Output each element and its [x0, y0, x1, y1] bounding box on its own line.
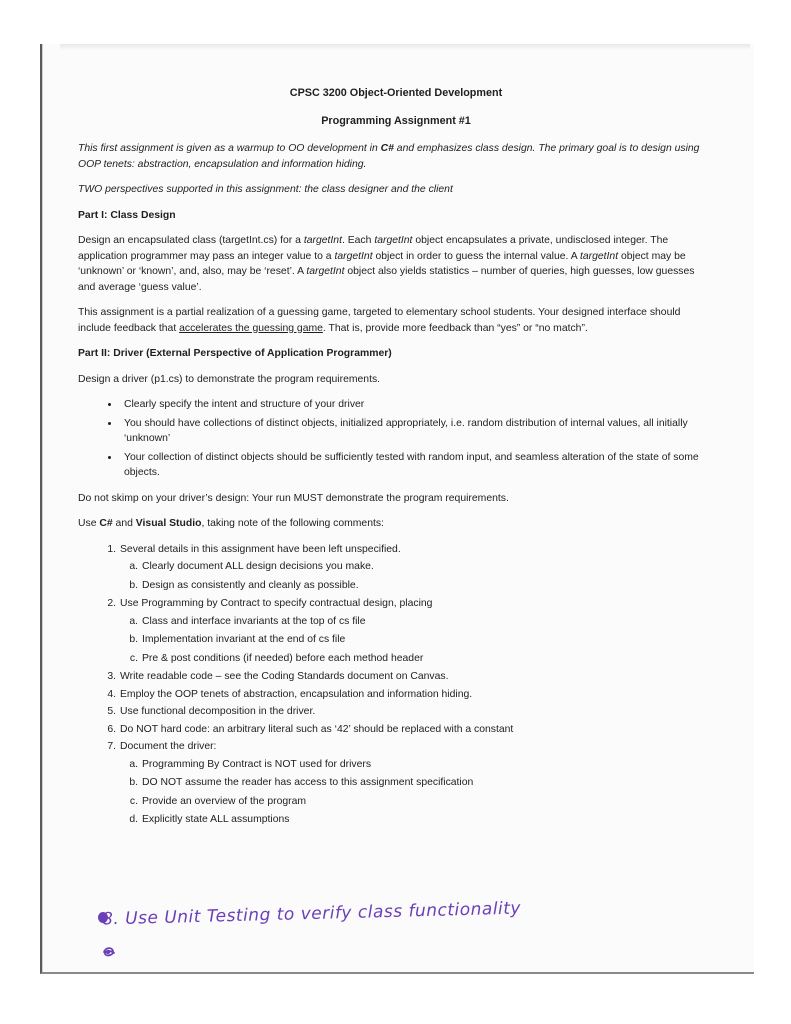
- part1-text: This assignment is a partial realization of a guessing game, targeted to elementary school students. Your designed interface should include feedback that: [78, 307, 681, 334]
- part1-text: . Each: [341, 235, 375, 246]
- item-text: Write readable code – see the Coding Standards document on Canvas.: [120, 671, 449, 682]
- document-title: CPSC 3200 Object-Oriented Development: [289, 87, 503, 99]
- part1-text: . That is, provide more feedback than “yes” or “no match”.: [322, 322, 588, 334]
- sub-list-item: [129, 794, 714, 810]
- intro-csharp: C#: [380, 143, 394, 154]
- item-text: Explicitly state ALL assumptions: [142, 814, 290, 825]
- item-text: Use Programming by Contract to specify contractual design, placing: [120, 598, 433, 609]
- item-letter: c.: [129, 795, 138, 807]
- part2-paragraph-2: Do not skimp on your driver’s design: Your run MUST demonstrate the program requirements.: [78, 492, 509, 504]
- item-number: 7.: [107, 741, 116, 752]
- part2-text: and: [112, 518, 136, 529]
- intro-text-pre: This first assignment is given as a warmup to OO development in: [78, 143, 381, 154]
- assignment-document: [78, 86, 714, 831]
- item-text: Provide an overview of the program: [142, 795, 307, 807]
- list-item: [107, 687, 714, 703]
- sub-list-item: [129, 632, 714, 648]
- item-text: Use functional decomposition in the driver.: [120, 706, 316, 717]
- comments-list: [78, 542, 714, 828]
- item-text: Document the driver:: [120, 741, 217, 752]
- item-number: 2.: [107, 598, 116, 609]
- item-text: Employ the OOP tenets of abstraction, encapsulation and information hiding.: [120, 688, 473, 700]
- part2-heading: Part II: Driver (External Perspective of Application Programmer): [78, 348, 392, 359]
- item-text: Do NOT hard code: an arbitrary literal such as ‘42’ should be replaced with a constant: [120, 723, 514, 735]
- item-letter: b.: [129, 777, 138, 788]
- part1-text: Design an encapsulated class (targetInt.cs) for a: [78, 235, 304, 246]
- item-number: 3.: [107, 671, 116, 682]
- sub-list: [129, 614, 714, 667]
- part1-paragraph-2: [78, 305, 714, 336]
- intro-paragraph: [78, 141, 714, 172]
- item-letter: a.: [129, 615, 138, 627]
- item-text: Class and interface invariants at the top of cs file: [142, 615, 366, 627]
- underlined-phrase: accelerates the guessing game: [179, 322, 323, 334]
- item-letter: b.: [129, 634, 138, 645]
- sub-list-item: [129, 775, 714, 791]
- item-text: DO NOT assume the reader has access to this assignment specification: [142, 777, 474, 788]
- sub-list-item: [129, 559, 714, 575]
- part1-text: object in order to guess the internal value. A: [372, 250, 580, 262]
- sub-list-item: [129, 757, 714, 773]
- sub-list-item: [129, 651, 714, 667]
- list-item: [107, 739, 714, 828]
- item-letter: d.: [129, 814, 138, 825]
- item-letter: a.: [129, 758, 138, 770]
- intro-text-post: and emphasizes class design. The primary goal is to design using OOP tenets: abstraction, encapsulation and information hiding.: [78, 143, 700, 170]
- list-item: [107, 542, 714, 594]
- item-number: 5.: [107, 706, 116, 717]
- item-letter: a.: [129, 561, 138, 572]
- list-item: [107, 704, 714, 720]
- item-text: Pre & post conditions (if needed) before each method header: [142, 652, 424, 664]
- part1-term: targetInt: [374, 235, 413, 246]
- perspectives-paragraph: TWO perspectives supported in this assignment: the class designer and the client: [78, 184, 453, 195]
- item-number: 6.: [107, 723, 116, 735]
- list-item: • Your collection of distinct objects should be sufficiently tested with random input, and seamless alteration of the state of some objects.: [120, 450, 714, 481]
- visual-studio-term: Visual Studio: [135, 518, 202, 529]
- paper-shadow: [60, 44, 750, 50]
- part1-paragraph-1: [78, 233, 714, 295]
- driver-requirements-list: [78, 397, 714, 481]
- part1-term: targetInt: [306, 266, 345, 277]
- sub-list-item: [129, 812, 714, 828]
- item-text: Clearly document ALL design decisions you make.: [142, 561, 374, 572]
- list-item: • You should have collections of distinct objects, initialized appropriately, i.e. random distribution of internal values, all initially ‘unknown’: [120, 416, 714, 447]
- item-number: 4.: [107, 688, 116, 700]
- item-text: Programming By Contract is NOT used for drivers: [142, 758, 372, 770]
- part2-paragraph-1: Design a driver (p1.cs) to demonstrate the program requirements.: [78, 373, 381, 385]
- handwritten-note: 8. Use Unit Testing to verify class functionality: [101, 898, 522, 930]
- part1-text: object also yields statistics – number of queries, high guesses, low guesses and average ‘guess value’.: [78, 266, 695, 293]
- part1-term: targetInt: [334, 250, 373, 262]
- list-item: • Clearly specify the intent and structure of your driver: [120, 397, 714, 413]
- item-text: Several details in this assignment have been left unspecified.: [120, 543, 401, 555]
- item-number: 1.: [107, 543, 116, 555]
- part2-paragraph-3: [78, 516, 714, 532]
- list-item: [107, 722, 714, 738]
- csharp-term: C#: [99, 518, 113, 529]
- part1-text: object encapsulates a private, undisclosed integer. The application programmer may pass an integer value to a: [78, 235, 669, 262]
- part1-text: object may be ‘unknown’ or ‘known’, and, also, may be ‘reset’. A: [78, 250, 686, 277]
- item-text: Design as consistently and cleanly as possible.: [142, 579, 359, 591]
- ink-scribble-icon: [102, 946, 116, 958]
- item-text: Implementation invariant at the end of cs file: [142, 634, 346, 645]
- sub-list: [129, 559, 714, 593]
- part1-term: targetInt: [303, 235, 342, 246]
- sub-list-item: [129, 578, 714, 594]
- list-item: [107, 669, 714, 685]
- part2-text: Use: [78, 518, 100, 529]
- part2-text: , taking note of the following comments:: [201, 518, 384, 529]
- sub-list-item: [129, 614, 714, 630]
- part1-term: targetInt: [579, 250, 619, 262]
- item-letter: b.: [129, 579, 138, 591]
- sub-list: [129, 757, 714, 828]
- item-letter: c.: [129, 652, 138, 664]
- part1-heading: Part I: Class Design: [78, 209, 176, 221]
- list-item: [107, 596, 714, 666]
- document-subtitle: Programming Assignment #1: [321, 114, 471, 127]
